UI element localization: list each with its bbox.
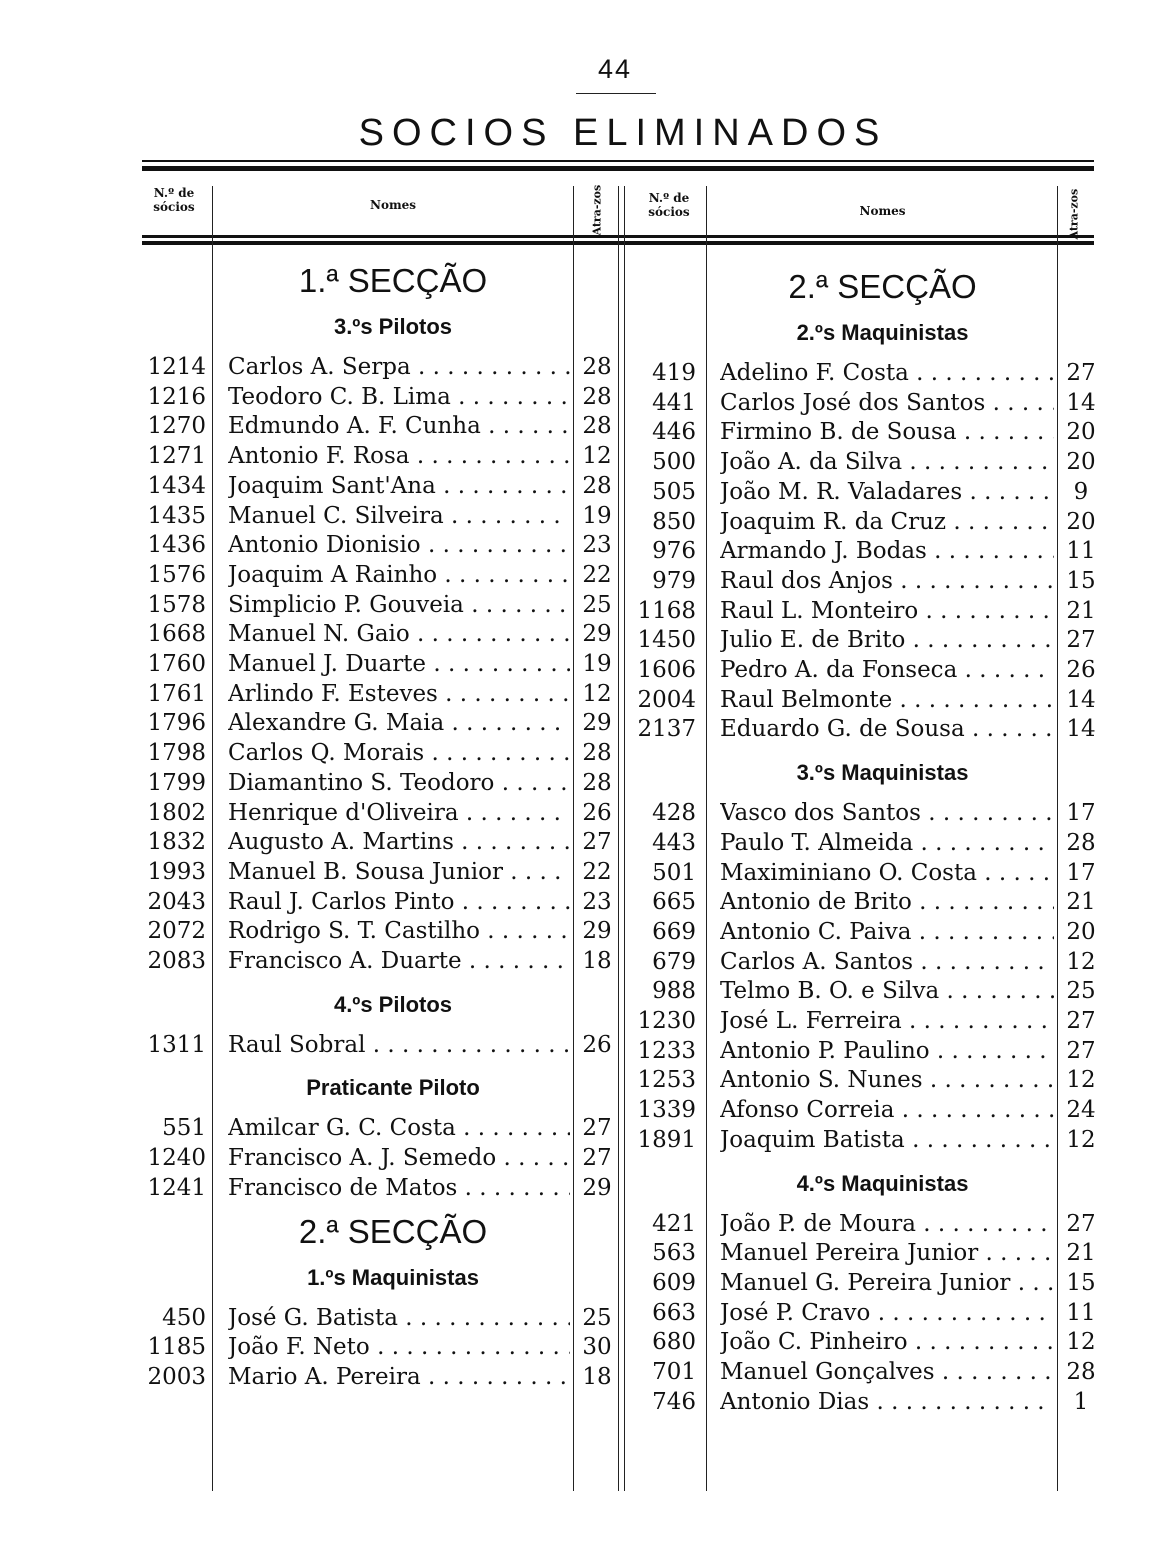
arrears-value: 11 (1066, 1299, 1096, 1326)
member-number: 1311 (147, 1031, 206, 1058)
table-row (0, 417, 1152, 447)
arrears-value: 1 (1073, 1388, 1089, 1415)
subsection-heading: 2.ºs Maquinistas (796, 320, 969, 345)
member-number: 1832 (147, 829, 206, 856)
table-row (0, 1357, 1152, 1387)
member-name: Manuel G. Pereira Junior . . . (720, 1268, 1054, 1298)
table-row (0, 798, 1152, 828)
member-name: João P. de Moura . . . (720, 1209, 1054, 1239)
member-name: João A. da Silva . . . (720, 447, 1054, 477)
member-number: 563 (652, 1240, 696, 1267)
member-name: Mario A. Pereira . . . (228, 1362, 570, 1392)
member-name: Manuel J. Duarte . . . (228, 649, 570, 679)
member-number: 1253 (637, 1067, 696, 1094)
member-number: 441 (652, 389, 696, 416)
member-number: 505 (652, 478, 696, 505)
member-name: Joaquim R. da Cruz . . . (720, 507, 1054, 537)
arrears-value: 27 (1066, 1037, 1096, 1064)
arrears-value: 26 (582, 1031, 612, 1058)
arrears-value: 28 (582, 383, 612, 410)
member-number: 701 (652, 1359, 696, 1385)
table-row (0, 917, 1152, 947)
member-number: 1799 (147, 769, 206, 796)
member-number: 669 (652, 918, 696, 945)
member-name: Manuel N. Gaio . . . (228, 619, 570, 649)
subsection-heading: 3.ºs Maquinistas (796, 760, 969, 786)
member-name: José G. Batista . . . (228, 1303, 570, 1333)
table-row (0, 1298, 1152, 1328)
arrears-value: 12 (1066, 948, 1096, 975)
arrears-value: 26 (582, 799, 612, 826)
arrears-value: 21 (1066, 1240, 1096, 1267)
arrears-value: 27 (582, 1145, 612, 1172)
arrears-value: 19 (582, 502, 612, 529)
arrears-value: 18 (582, 1363, 612, 1390)
table-row (0, 1238, 1152, 1268)
member-number: 1450 (637, 627, 696, 654)
member-name: Manuel B. Sousa Junior . . . (228, 857, 570, 887)
arrears-value: 15 (1066, 567, 1096, 594)
arrears-value: 17 (1066, 859, 1096, 886)
arrears-value: 28 (1066, 829, 1096, 856)
table-row (0, 947, 1152, 977)
member-name: Raul L. Monteiro . . . (720, 596, 1054, 626)
member-number: 1796 (147, 710, 206, 737)
member-number: 1241 (147, 1174, 206, 1201)
member-number: 665 (652, 889, 696, 916)
header-right-num: N.º de sócios (648, 191, 690, 219)
table-row (0, 388, 1152, 418)
arrears-value: 19 (582, 651, 612, 677)
arrears-value: 27 (582, 829, 612, 856)
member-name: José P. Cravo . . . (720, 1298, 1054, 1328)
member-number: 679 (652, 948, 696, 975)
member-name: Carlos Q. Morais . . . (228, 738, 570, 768)
arrears-value: 28 (582, 472, 612, 499)
header-right-atr: Atra-zos (1067, 188, 1081, 240)
member-number: 428 (652, 800, 696, 827)
member-number: 501 (652, 859, 696, 886)
table-row (0, 1006, 1152, 1036)
member-name: Joaquim Sant'Ana . . . (228, 471, 570, 501)
member-name: Rodrigo S. T. Castilho . . . (228, 916, 570, 946)
arrears-value: 27 (1066, 1008, 1096, 1034)
section-heading: 2.ª SECÇÃO (788, 268, 977, 305)
member-name: Antonio F. Rosa . . . (228, 441, 570, 471)
arrears-value: 22 (582, 561, 612, 588)
arrears-value: 28 (582, 354, 612, 380)
table-row (0, 536, 1152, 566)
member-name: Telmo B. O. e Silva . . . (720, 976, 1054, 1006)
table-row (0, 1268, 1152, 1298)
table-row (0, 655, 1152, 685)
member-number: 663 (652, 1299, 696, 1326)
member-number: 1993 (147, 858, 206, 885)
member-number: 2043 (147, 888, 206, 915)
table-row (0, 976, 1152, 1006)
arrears-value: 12 (582, 443, 612, 470)
member-number: 419 (652, 360, 696, 386)
member-number: 1760 (147, 651, 206, 677)
member-name: Armando J. Bodas . . . (720, 536, 1054, 566)
arrears-value: 23 (582, 532, 612, 559)
header-left-num: N.º de sócios (153, 186, 195, 214)
table-row (0, 507, 1152, 537)
table-row (0, 685, 1152, 715)
member-name: Carlos A. Serpa . . . (228, 352, 570, 382)
member-name: Raul Belmonte . . . (720, 685, 1054, 715)
subsection-heading: 3.ºs Pilotos (333, 314, 453, 339)
arrears-value: 28 (582, 769, 612, 796)
arrears-value: 9 (1073, 478, 1089, 505)
member-number: 1339 (637, 1097, 696, 1124)
member-name: Adelino F. Costa . . . (720, 358, 1054, 388)
member-name: Diamantino S. Teodoro . . . (228, 768, 570, 798)
member-name: Julio E. de Brito . . . (720, 625, 1054, 655)
section-heading: 1.ª SECÇÃO (298, 262, 488, 299)
member-number: 1185 (147, 1334, 206, 1361)
member-number: 1761 (147, 680, 206, 707)
member-name: Vasco dos Santos . . . (720, 798, 1054, 828)
arrears-value: 29 (582, 621, 612, 648)
section-heading: 2.ª SECÇÃO (298, 1212, 488, 1250)
arrears-value: 20 (1066, 419, 1096, 446)
member-number: 1230 (637, 1008, 696, 1034)
member-number: 1270 (147, 413, 206, 440)
arrears-value: 14 (1066, 389, 1096, 416)
table-row (0, 887, 1152, 917)
arrears-value: 28 (582, 740, 612, 767)
arrears-value: 17 (1066, 800, 1096, 827)
arrears-value: 24 (1066, 1097, 1096, 1124)
arrears-value: 27 (1066, 627, 1096, 654)
member-number: 1435 (147, 502, 206, 529)
table-row (0, 1327, 1152, 1357)
member-name: Antonio P. Paulino . . . (720, 1036, 1054, 1066)
member-number: 551 (162, 1115, 206, 1142)
arrears-value: 27 (1066, 1210, 1096, 1237)
member-name: Carlos José dos Santos . . . (720, 388, 1054, 418)
arrears-value: 18 (582, 948, 612, 974)
table-row (0, 447, 1152, 477)
arrears-value: 25 (582, 1304, 612, 1331)
subsection-heading: 4.ºs Maquinistas (796, 1170, 969, 1196)
member-number: 850 (652, 508, 696, 535)
arrears-value: 29 (582, 710, 612, 737)
member-number: 1168 (637, 597, 696, 624)
member-name: João F. Neto . . . (228, 1332, 570, 1362)
member-name: Joaquim A Rainho . . . (228, 560, 570, 590)
member-name: Eduardo G. de Sousa . . . (720, 714, 1054, 744)
member-name: Arlindo F. Esteves . . . (228, 679, 570, 709)
table-row (0, 858, 1152, 888)
member-name: Augusto A. Martins . . . (228, 827, 570, 857)
arrears-value: 30 (582, 1334, 612, 1361)
subsection-heading: 4.ºs Pilotos (333, 991, 453, 1017)
arrears-value: 29 (582, 1174, 612, 1201)
member-name: Francisco A. Duarte . . . (228, 946, 570, 976)
member-number: 1214 (147, 354, 206, 380)
member-name: Antonio de Brito . . . (720, 887, 1054, 917)
table-row (0, 714, 1152, 744)
table-row (0, 1065, 1152, 1095)
page-title: SOCIOS ELIMINADOS (358, 112, 888, 154)
member-number: 443 (652, 829, 696, 856)
arrears-value: 12 (582, 680, 612, 707)
member-name: Manuel Pereira Junior . . . (720, 1238, 1054, 1268)
member-number: 446 (652, 419, 696, 446)
member-name: Pedro A. da Fonseca . . . (720, 655, 1054, 685)
subsection-heading: Praticante Piloto (306, 1075, 480, 1101)
member-name: Teodoro C. B. Lima . . . (228, 382, 570, 412)
table-row (0, 358, 1152, 388)
member-number: 500 (652, 449, 696, 476)
arrears-value: 11 (1066, 538, 1096, 565)
member-number: 979 (652, 567, 696, 594)
arrears-value: 22 (582, 858, 612, 885)
arrears-value: 12 (1066, 1126, 1096, 1153)
arrears-value: 26 (1066, 657, 1096, 683)
member-number: 2003 (147, 1363, 206, 1390)
arrears-value: 20 (1066, 508, 1096, 535)
member-number: 1576 (147, 561, 206, 588)
table-row (0, 1095, 1152, 1125)
arrears-value: 28 (1066, 1359, 1096, 1385)
member-name: Francisco A. J. Semedo . . . (228, 1143, 570, 1173)
arrears-value: 15 (1066, 1269, 1096, 1296)
arrears-value: 21 (1066, 889, 1096, 916)
member-name: Antonio Dias . . . (720, 1387, 1054, 1417)
member-name: Carlos A. Santos . . . (720, 947, 1054, 977)
table-row (0, 625, 1152, 655)
member-name: Afonso Correia . . . (720, 1095, 1054, 1125)
member-number: 2072 (147, 918, 206, 945)
member-name: Raul dos Anjos . . . (720, 566, 1054, 596)
arrears-value: 20 (1066, 918, 1096, 945)
member-name: José L. Ferreira . . . (720, 1006, 1054, 1036)
table-row (0, 477, 1152, 507)
member-number: 421 (652, 1210, 696, 1237)
arrears-value: 23 (582, 888, 612, 915)
arrears-value: 14 (1066, 686, 1096, 713)
arrears-value: 21 (1066, 597, 1096, 624)
member-name: João C. Pinheiro . . . (720, 1327, 1054, 1357)
member-name: Antonio S. Nunes . . . (720, 1065, 1054, 1095)
arrears-value: 27 (1066, 360, 1096, 386)
table-row (0, 1209, 1152, 1239)
member-number: 1271 (147, 443, 206, 470)
top-rule-thick (142, 166, 1094, 171)
member-name: Simplicio P. Gouveia . . . (228, 590, 570, 620)
arrears-value: 28 (582, 413, 612, 440)
member-number: 450 (162, 1304, 206, 1331)
table-row (0, 1387, 1152, 1417)
member-number: 746 (652, 1388, 696, 1415)
member-name: Joaquim Batista . . . (720, 1125, 1054, 1155)
table-row (0, 1036, 1152, 1066)
member-name: Maximiniano O. Costa . . . (720, 858, 1054, 888)
header-left-atr: Atra-zos (590, 184, 604, 236)
arrears-value: 12 (1066, 1067, 1096, 1094)
member-number: 1606 (637, 657, 696, 683)
table-row (0, 828, 1152, 858)
page-number-rule (576, 93, 656, 94)
table-row (0, 596, 1152, 626)
member-name: João M. R. Valadares . . . (720, 477, 1054, 507)
arrears-value: 25 (1066, 978, 1096, 1005)
member-number: 1434 (147, 472, 206, 499)
member-name: Amilcar G. C. Costa . . . (228, 1113, 570, 1143)
arrears-value: 20 (1066, 449, 1096, 476)
arrears-value: 25 (582, 591, 612, 618)
page-number: 44 (597, 54, 633, 84)
member-number: 1216 (147, 383, 206, 410)
arrears-value: 12 (1066, 1329, 1096, 1356)
member-number: 1578 (147, 591, 206, 618)
member-name: Alexandre G. Maia . . . (228, 708, 570, 738)
table-row (0, 1125, 1152, 1155)
header-left-name: Nomes (369, 198, 417, 212)
member-number: 680 (652, 1329, 696, 1356)
member-name: Antonio C. Paiva . . . (720, 917, 1054, 947)
member-name: Henrique d'Oliveira . . . (228, 798, 570, 828)
member-number: 1668 (147, 621, 206, 648)
member-number: 1798 (147, 740, 206, 767)
member-number: 2083 (147, 948, 206, 974)
member-name: Antonio Dionisio . . . (228, 530, 570, 560)
member-name: Manuel C. Silveira . . . (228, 501, 570, 531)
member-number: 2004 (637, 686, 696, 713)
header-right-name: Nomes (859, 204, 906, 218)
member-name: Paulo T. Almeida . . . (720, 828, 1054, 858)
table-row (0, 566, 1152, 596)
subsection-heading: 1.ºs Maquinistas (307, 1264, 479, 1290)
member-number: 1240 (147, 1145, 206, 1172)
member-name: Raul J. Carlos Pinto . . . (228, 887, 570, 917)
member-name: Raul Sobral . . . (228, 1030, 570, 1060)
member-number: 976 (652, 538, 696, 565)
member-name: Firmino B. de Sousa . . . (720, 417, 1054, 447)
arrears-value: 27 (582, 1115, 612, 1142)
member-name: Francisco de Matos . . . (228, 1173, 570, 1203)
top-rule-thin (142, 160, 1094, 162)
member-name: Manuel Gonçalves . . . (720, 1357, 1054, 1387)
member-number: 988 (652, 978, 696, 1005)
member-number: 1802 (147, 799, 206, 826)
member-number: 2137 (637, 716, 696, 743)
member-number: 1436 (147, 532, 206, 559)
member-name: Edmundo A. F. Cunha . . . (228, 411, 570, 441)
arrears-value: 29 (582, 918, 612, 945)
member-number: 1233 (637, 1037, 696, 1064)
member-number: 1891 (637, 1126, 696, 1153)
arrears-value: 14 (1066, 716, 1096, 743)
member-number: 609 (652, 1269, 696, 1296)
